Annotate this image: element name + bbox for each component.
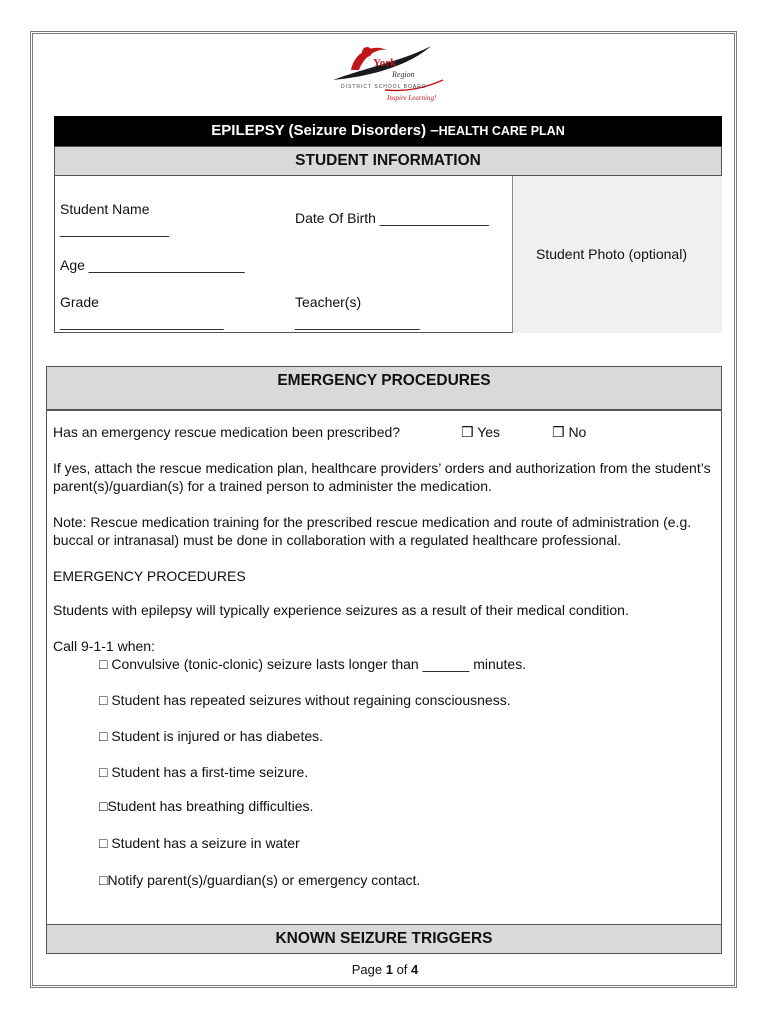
- grade-field[interactable]: _____________________: [60, 314, 224, 330]
- student-photo-label: Student Photo (optional): [536, 246, 687, 262]
- call-911-item[interactable]: □ Student has repeated seizures without regaining consciousness.: [99, 692, 511, 708]
- emergency-procedures-header: EMERGENCY PROCEDURES: [46, 366, 722, 410]
- logo-tagline: Inspire Learning!: [387, 94, 437, 102]
- call-911-item[interactable]: □ Student is injured or has diabetes.: [99, 728, 324, 744]
- known-seizure-triggers-header: KNOWN SEIZURE TRIGGERS: [46, 924, 722, 954]
- page-total: 4: [411, 962, 419, 977]
- rescue-plan-paragraph: If yes, attach the rescue medication plan, healthcare providers’ orders and authorization from the student’s parent(s)/guardian(s) for a trained person to administer the medication.: [53, 460, 711, 494]
- title-tail: HEALTH CARE PLAN: [438, 124, 565, 138]
- of-word: of: [396, 962, 408, 977]
- call-911-item[interactable]: □Notify parent(s)/guardian(s) or emergency contact.: [99, 872, 421, 888]
- training-note-paragraph: Note: Rescue medication training for the prescribed rescue medication and route of administration (e.g. buccal or intranasal) must be done in collaboration with a regulated healthcare professional.: [53, 514, 692, 548]
- call-911-label: Call 9-1-1 when:: [53, 638, 155, 654]
- title-main: EPILEPSY (Seizure Disorders) –: [211, 122, 439, 139]
- teacher-label: Teacher(s): [295, 294, 362, 310]
- call-911-item[interactable]: □ Student has a first-time seizure.: [99, 764, 309, 780]
- call-911-item[interactable]: □Student has breathing difficulties.: [99, 798, 314, 814]
- student-name-label: Student Name: [60, 201, 150, 217]
- page-footer: [0, 962, 770, 977]
- age-field[interactable]: Age ____________________: [60, 257, 245, 273]
- call-911-item[interactable]: □ Student has a seizure in water: [99, 835, 300, 851]
- page-word: Page: [351, 962, 383, 977]
- student-information-header: STUDENT INFORMATION: [54, 146, 722, 176]
- document-title: [54, 116, 722, 146]
- epilepsy-statement: Students with epilepsy will typically experience seizures as a result of their medical condition.: [53, 602, 629, 618]
- teacher-field[interactable]: ________________: [295, 314, 420, 330]
- call-911-item[interactable]: □ Convulsive (tonic-clonic) seizure lasts longer than ______ minutes.: [99, 656, 527, 672]
- no-checkbox[interactable]: ❒ No: [552, 424, 587, 440]
- page-current: 1: [385, 962, 393, 977]
- school-board-logo: [325, 40, 455, 106]
- header-divider: [46, 410, 722, 411]
- rescue-medication-question: Has an emergency rescue medication been prescribed?: [53, 424, 401, 440]
- student-name-field[interactable]: ______________: [60, 221, 170, 237]
- logo-brand-york: York: [373, 57, 397, 69]
- emergency-procedures-subheading: EMERGENCY PROCEDURES: [53, 568, 246, 584]
- grade-label: Grade: [60, 294, 99, 310]
- logo-org-name: DISTRICT SCHOOL BOARD: [341, 84, 427, 90]
- logo-brand-region: Region: [392, 70, 415, 79]
- yes-checkbox[interactable]: ❒ Yes: [461, 424, 501, 440]
- date-of-birth-field[interactable]: Date Of Birth ______________: [295, 210, 489, 226]
